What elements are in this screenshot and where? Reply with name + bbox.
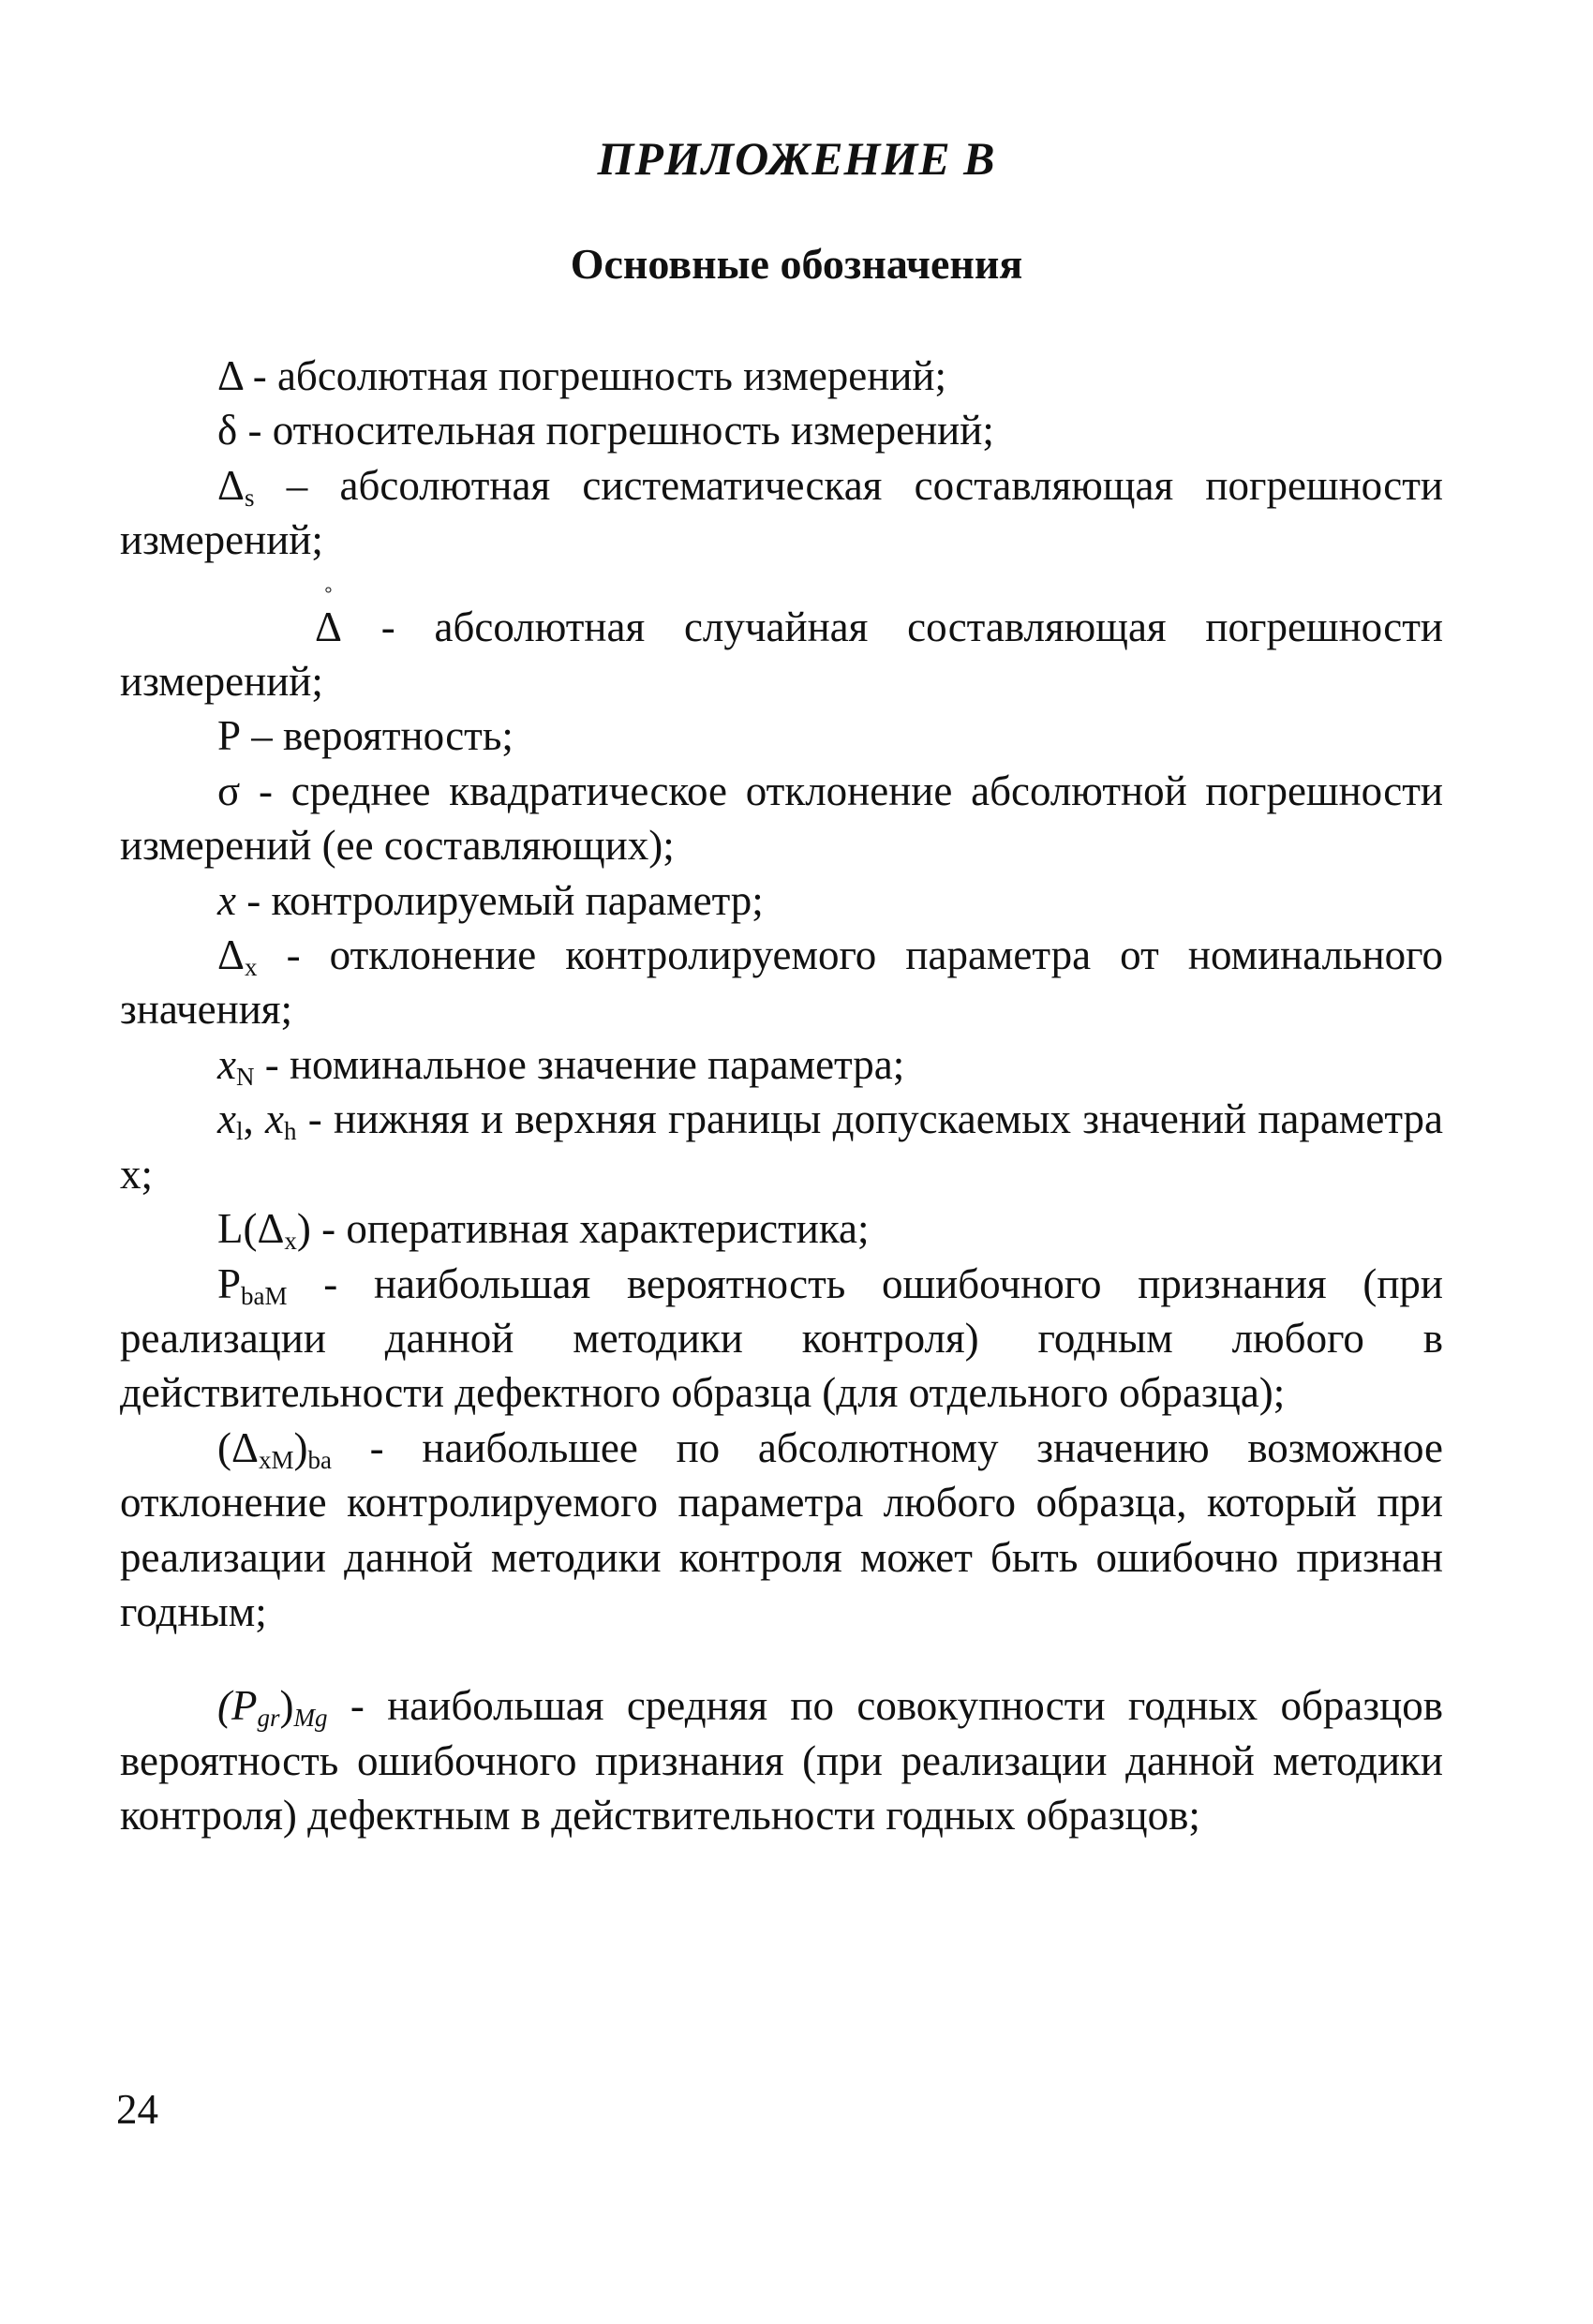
symbol-base: Δ xyxy=(217,461,245,509)
notation-symbol: σ xyxy=(217,767,241,814)
symbol-subscript: s xyxy=(244,483,255,512)
notation-symbol xyxy=(217,583,342,654)
notation-entry xyxy=(120,349,1443,403)
symbol-subscript: x xyxy=(284,1226,297,1255)
symbol-subscript: x xyxy=(244,952,258,981)
notation-definition: - номинальное значение параметра; xyxy=(254,1040,905,1088)
symbol-subscript: ba xyxy=(307,1445,332,1474)
notation-definition: - нижняя и верхняя границы допускаемых значений параметра х; xyxy=(120,1095,1444,1198)
notation-entry xyxy=(120,403,1443,457)
notation-symbol xyxy=(217,1259,288,1310)
notation-entry xyxy=(120,764,1443,873)
notation-symbol: δ xyxy=(217,407,238,454)
notation-definition: - относительная погрешность измерений; xyxy=(237,407,994,454)
notation-symbol xyxy=(217,1205,311,1255)
notation-definition: - наибольшее по абсолютному значению возможное отклонение контролируемого параметра любого образца, который при реализации данной методики контроля может быть ошибочно признан годным; xyxy=(120,1423,1443,1635)
symbol-closing: ) xyxy=(279,1682,294,1730)
notation-definition: - оперативная характеристика; xyxy=(310,1205,870,1253)
notation-definition: – абсолютная систематическая составляющая погрешности измерений; xyxy=(120,461,1443,564)
notation-definition: - абсолютная случайная составляющая погрешности измерений; xyxy=(120,603,1443,706)
notation-entry xyxy=(120,1421,1443,1640)
symbol-accent: ° xyxy=(324,583,333,604)
notation-entry xyxy=(120,1678,1443,1842)
notation-definition: - среднее квадратическое отклонение абсолютной погрешности измерений (ее составляющих); xyxy=(120,767,1443,870)
notation-symbol xyxy=(217,931,258,981)
notation-entry xyxy=(120,1257,1443,1421)
symbol-base: (Δ xyxy=(217,1423,259,1471)
symbol-base: Δ xyxy=(315,603,342,650)
symbol-subscript: xM xyxy=(258,1445,294,1474)
notation-definition: - абсолютная погрешность измерений; xyxy=(242,352,947,399)
appendix-title: ПРИЛОЖЕНИЕ В xyxy=(597,132,996,185)
notation-symbol: Δ xyxy=(217,352,243,399)
symbol-closing: ) xyxy=(296,1205,311,1253)
symbol-subscript: baM xyxy=(241,1281,288,1310)
symbol-base: x xyxy=(265,1095,284,1143)
symbol-base: P xyxy=(217,1259,242,1307)
notation-definition: - отклонение контролируемого параметра от номинального значения; xyxy=(120,931,1443,1034)
notation-entry xyxy=(120,458,1443,568)
symbol-closing: ) xyxy=(293,1423,308,1471)
notation-symbol xyxy=(217,461,255,512)
notation-symbol: $x_l$, $x_h$ xyxy=(217,1095,297,1146)
notation-symbol xyxy=(217,1423,332,1474)
notation-list xyxy=(120,349,1443,1843)
notation-entry xyxy=(120,873,1443,928)
section-title: Основные обозначения xyxy=(570,240,1023,288)
notation-entry xyxy=(120,928,1443,1037)
symbol-base: x xyxy=(217,1095,236,1143)
notation-entry xyxy=(120,708,1443,763)
notation-entry xyxy=(120,1092,1443,1201)
symbol-subscript: Mg xyxy=(293,1704,328,1733)
page-number: 24 xyxy=(116,2086,158,2133)
symbol-base: (P xyxy=(217,1682,258,1730)
symbol-base: L(Δ xyxy=(217,1205,285,1253)
symbol-base: Δ xyxy=(217,931,245,979)
symbol-base: x xyxy=(217,1040,236,1088)
symbol-subscript: h xyxy=(284,1117,297,1146)
notation-entry xyxy=(120,583,1443,709)
notation-symbol xyxy=(217,1682,328,1733)
symbol-subscript: N xyxy=(235,1062,255,1091)
notation-entry xyxy=(120,1201,1443,1256)
notation-entry xyxy=(120,1037,1443,1092)
symbol-subscript: l xyxy=(235,1117,244,1146)
notation-definition: - наибольшая средняя по совокупности годных образцов вероятность ошибочного признания (при реализации данной методики контроля) дефектным в действительности годных образцов; xyxy=(120,1682,1443,1840)
notation-symbol xyxy=(217,1040,255,1091)
notation-definition: - контролируемый параметр; xyxy=(235,876,764,924)
notation-symbol: Р xyxy=(217,712,242,760)
symbol-subscript: gr xyxy=(257,1704,280,1733)
notation-definition: – вероятность; xyxy=(241,712,514,760)
notation-definition: - наибольшая вероятность ошибочного признания (при реализации данной методики контроля) годным любого в действительности дефектного образца (для отдельного образца); xyxy=(120,1259,1443,1417)
notation-symbol: x xyxy=(217,876,236,924)
